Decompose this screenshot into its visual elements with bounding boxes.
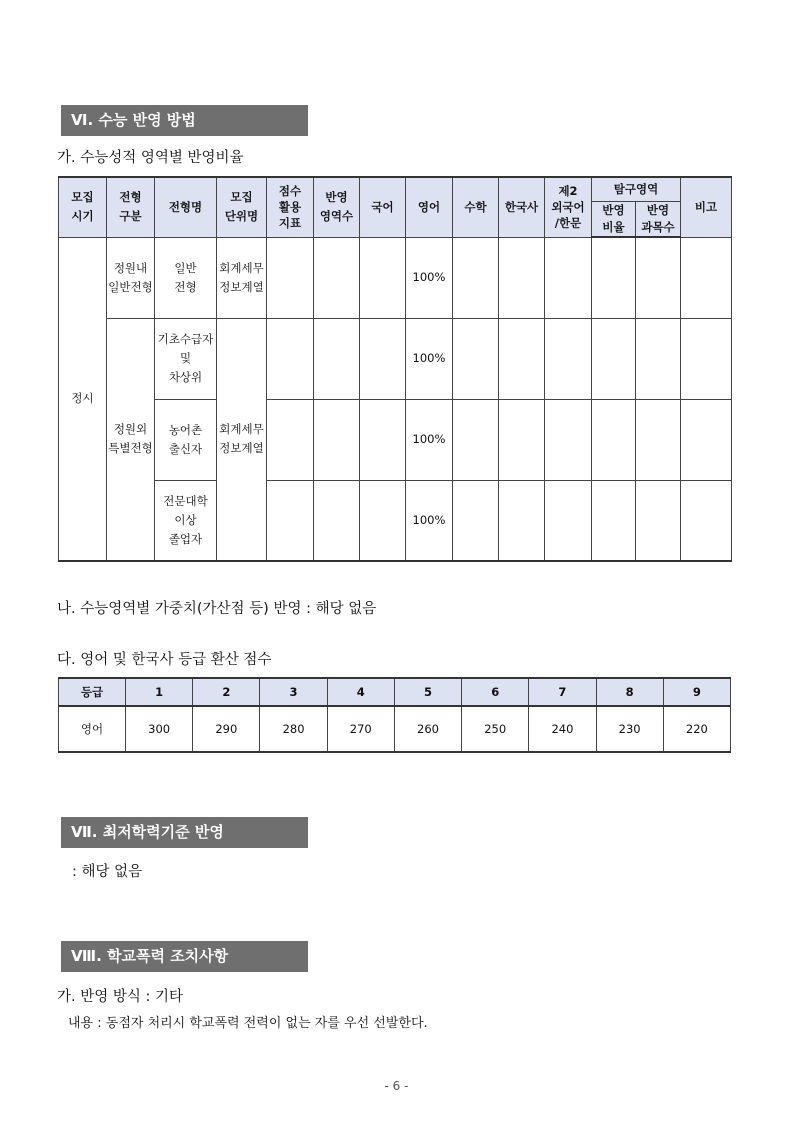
score-cell: 290 (193, 706, 260, 752)
grade-header: 8 (596, 678, 663, 706)
table-row (59, 706, 731, 752)
english-ratio-cell: 100% (406, 399, 453, 480)
type-group-cell: 정원내 일반전형 (107, 237, 155, 318)
type-name-cell: 전문대학 이상 졸업자 (155, 480, 217, 561)
english-ratio-cell: 100% (406, 318, 453, 399)
subheading-c: 다. 영어 및 한국사 등급 환산 점수 (57, 652, 272, 668)
type-name-cell: 기초수급자 및 차상위 (155, 318, 217, 399)
type-name-cell: 일반 전형 (155, 237, 217, 318)
header-unit: 모집 단위명 (217, 177, 267, 237)
grade-header: 2 (193, 678, 260, 706)
score-cell: 240 (529, 706, 596, 752)
score-cell: 250 (462, 706, 529, 752)
english-ratio-cell: 100% (406, 480, 453, 561)
section-7-title: Ⅶ. 최저학력기준 반영 (61, 817, 308, 848)
header-type-name: 전형명 (155, 177, 217, 237)
grade-header: 6 (462, 678, 529, 706)
grade-header: 3 (260, 678, 327, 706)
score-cell: 270 (327, 706, 394, 752)
page-number: - 6 - (384, 1079, 409, 1093)
score-cell: 300 (126, 706, 193, 752)
section-8-title: Ⅷ. 학교폭력 조치사항 (61, 941, 308, 972)
subheading-a: 가. 수능성적 영역별 반영비율 (57, 150, 244, 166)
score-cell: 220 (663, 706, 730, 752)
grade-header-label: 등급 (59, 678, 126, 706)
type-group-cell: 정원외 특별전형 (107, 318, 155, 561)
csat-ratio-table (58, 176, 732, 562)
table-row (59, 399, 732, 480)
section-8-detail: 내용 : 동점자 처리시 학교폭력 전력이 없는 자를 우선 선발한다. (68, 1016, 428, 1031)
header-explore-subjects: 반영 과목수 (636, 201, 681, 237)
score-cell: 230 (596, 706, 663, 752)
grade-header: 5 (394, 678, 461, 706)
table-row (59, 237, 732, 318)
grade-header: 9 (663, 678, 730, 706)
header-note: 비고 (681, 177, 732, 237)
table-row (59, 318, 732, 399)
header-korean: 국어 (360, 177, 406, 237)
header-foreign: 제2 외국어 /한문 (545, 177, 592, 237)
unit-cell: 회계세무 정보계열 (217, 318, 267, 561)
grade-header: 4 (327, 678, 394, 706)
unit-cell: 회계세무 정보계열 (217, 237, 267, 318)
header-history: 한국사 (499, 177, 545, 237)
header-explore-ratio: 반영 비율 (592, 201, 636, 237)
header-period: 모집 시기 (59, 177, 107, 237)
header-math: 수학 (453, 177, 499, 237)
period-cell: 정시 (59, 237, 107, 561)
section-6-title: Ⅵ. 수능 반영 방법 (61, 105, 308, 136)
english-ratio-cell: 100% (406, 237, 453, 318)
header-explore: 탐구영역 (592, 177, 681, 201)
row-label: 영어 (59, 706, 126, 752)
type-name-cell: 농어촌 출신자 (155, 399, 217, 480)
grade-header: 1 (126, 678, 193, 706)
grade-conversion-table (58, 677, 731, 753)
section-7-content: : 해당 없음 (72, 864, 143, 880)
section-8-method: 가. 반영 방식 : 기타 (57, 989, 183, 1005)
table-row (59, 480, 732, 561)
score-cell: 280 (260, 706, 327, 752)
header-score-index: 점수 활용 지표 (267, 177, 314, 237)
header-english: 영어 (406, 177, 453, 237)
grade-header: 7 (529, 678, 596, 706)
subheading-b: 나. 수능영역별 가중치(가산점 등) 반영 : 해당 없음 (57, 601, 377, 617)
score-cell: 260 (394, 706, 461, 752)
header-type-group: 전형 구분 (107, 177, 155, 237)
header-area-count: 반영 영역수 (314, 177, 360, 237)
